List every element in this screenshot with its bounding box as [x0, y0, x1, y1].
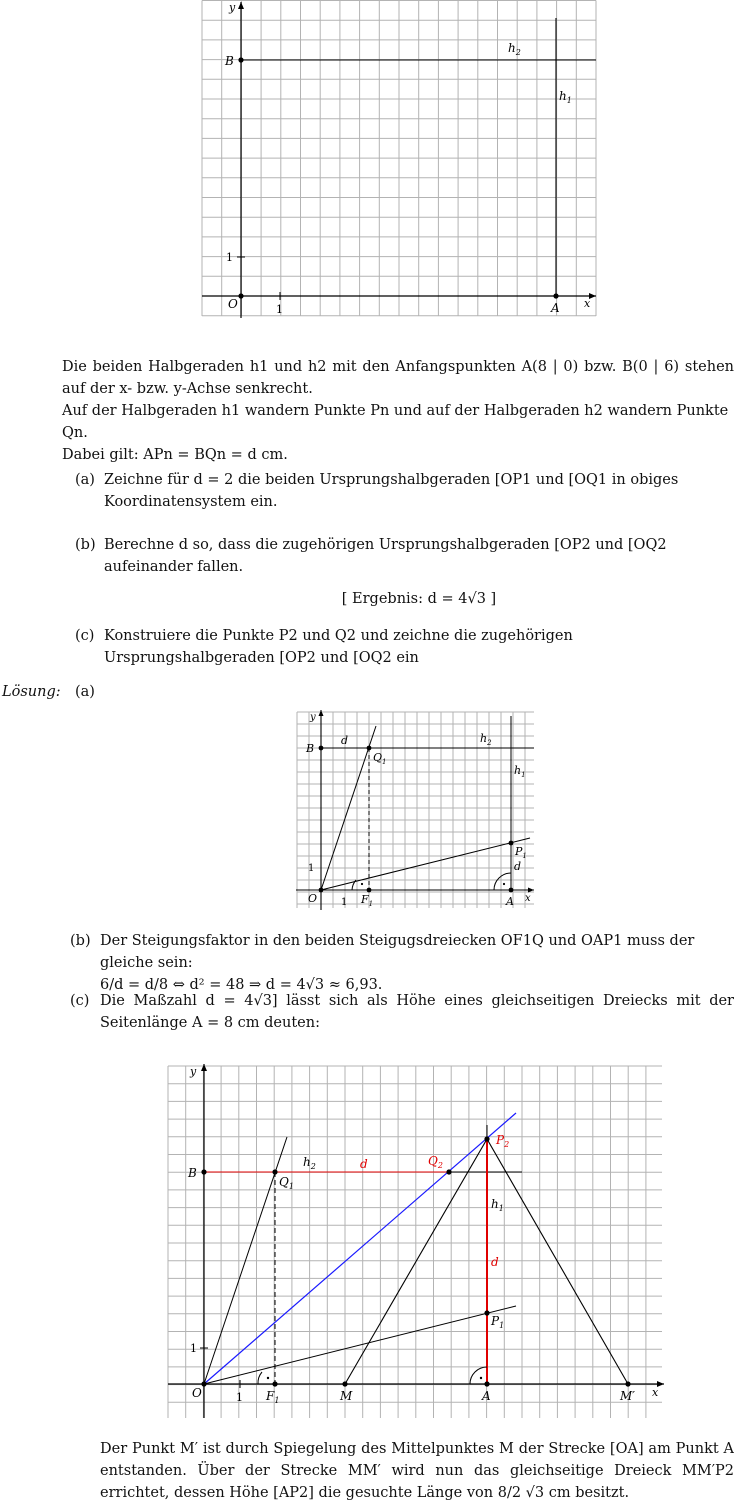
- svg-text:d: d: [514, 860, 522, 873]
- task-b-label: (b): [75, 537, 96, 553]
- svg-text:F1: $F_1$: [361, 893, 374, 908]
- svg-text:1: 1: [341, 897, 348, 908]
- svg-text:h1: $h_1$: [514, 764, 526, 779]
- svg-text:M: M: [340, 1389, 353, 1403]
- origin-label: O: [228, 297, 238, 311]
- y-axis-label: y: [229, 1, 236, 14]
- solution-c: (c) Die Maßzahl d = 4√3] lässt sich als Höhe eines gleichseitigen Dreiecks mit der Seitenlänge A = 8 cm deuten:: [70, 993, 734, 1031]
- svg-text:x: x: [525, 893, 531, 904]
- graph-3: [164, 1060, 674, 1422]
- intro-line-1: Die beiden Halbgeraden h1 und h2 mit den Anfangspunkten A(8 | 0) bzw. B(0 | 6) stehen auf der x- bzw. y-Achse senkrecht.: [62, 359, 734, 397]
- intro-line-2: Auf der Halbgeraden h1 wandern Punkte Pn und auf der Halbgeraden h2 wandern Punkte Qn.: [62, 403, 729, 441]
- svg-text:h2: $h_2$: [303, 1155, 316, 1171]
- svg-text:P1: $P_1$: [491, 1314, 505, 1330]
- graph-1: [196, 0, 606, 322]
- task-c: [75, 625, 734, 669]
- svg-text:d: d: [491, 1255, 499, 1269]
- svg-text:d: d: [341, 734, 349, 747]
- svg-text:Q1: $Q_1$: [373, 751, 387, 766]
- svg-text:1: 1: [190, 1342, 197, 1355]
- solution-a-label: (a): [75, 684, 95, 700]
- solution-b: (b) Der Steigungsfaktor in den beiden Steigugsdreiecken OF1Q und OAP1 muss der gleiche sein: 6/d = d/8 ⇔ d² = 48 ⇒ d = 4√3 ≈ 6,93.: [70, 930, 734, 996]
- svg-text:d: d: [360, 1157, 368, 1171]
- svg-text:1: 1: [236, 1391, 243, 1404]
- grid: [202, 1, 596, 317]
- tick-x-1: 1: [276, 303, 283, 316]
- intro-line-3: Dabei gilt: APn = BQn = d cm.: [62, 447, 288, 463]
- intro-paragraph: [62, 356, 734, 466]
- grid: [168, 1066, 662, 1418]
- svg-text:P1: $P_1$: [515, 845, 527, 860]
- task-b-result: [ Ergebnis: d = 4√3 ]: [341, 591, 497, 607]
- loesung-label: Lösung:: [2, 684, 61, 700]
- svg-text:O: O: [308, 892, 318, 905]
- svg-text:P2: $P_2$: [496, 1133, 510, 1149]
- svg-text:Q1: $Q_1$: [279, 1175, 294, 1191]
- h2-label: $h_2$: [508, 41, 521, 57]
- task-b: [75, 534, 734, 610]
- svg-text:y: y: [310, 712, 316, 723]
- svg-text:M′: M′: [620, 1389, 636, 1403]
- svg-text:x: x: [652, 1386, 659, 1399]
- svg-text:y: y: [190, 1065, 197, 1078]
- task-a-text: Zeichne für d = 2 die beiden Ursprungshalbgeraden [OP1 und [OQ1 in obiges Koordinatensystem ein.: [104, 472, 679, 510]
- svg-text:Q2: $Q_2$: [428, 1154, 443, 1170]
- svg-text:1: 1: [308, 863, 315, 874]
- svg-text:O: O: [192, 1386, 202, 1400]
- solution-b-equation: 6/d = d/8 ⇔ d² = 48 ⇒ d = 4√3 ≈ 6,93.: [100, 977, 383, 993]
- task-a: [75, 469, 734, 513]
- svg-text:h2: $h_2$: [480, 732, 492, 747]
- svg-text:B: B: [306, 742, 315, 755]
- task-b-text: Berechne d so, dass die zugehörigen Ursprungshalbgeraden [OP2 und [OQ2 aufeinander fallen.: [104, 537, 667, 575]
- h1-label: $h_1$: [559, 89, 572, 105]
- final-paragraph: Der Punkt M′ ist durch Spiegelung des Mittelpunktes M der Strecke [OA] am Punkt A entstanden. Über der Strecke MM′ wird nun das gleichseitige Dreieck MM′P2 errichtet, dessen Höhe [AP2] die gesuchte Länge von 8/2 √3 cm besitzt.: [100, 1441, 734, 1501]
- x-axis-label: x: [584, 297, 591, 310]
- svg-text:B: B: [188, 1166, 197, 1180]
- task-c-text: Konstruiere die Punkte P2 und Q2 und zeichne die zugehörigen Ursprungshalbgeraden [OP2 und [OQ2 ein: [104, 628, 573, 666]
- svg-text:A: A: [482, 1389, 491, 1403]
- svg-text:A: A: [506, 895, 514, 908]
- task-a-label: (a): [75, 472, 95, 488]
- svg-text:F1: $F_1$: [266, 1389, 280, 1405]
- tick-y-1: 1: [226, 251, 233, 264]
- svg-text:h1: $h_1$: [491, 1197, 504, 1213]
- point-a-label: A: [551, 301, 560, 315]
- point-b-label: B: [225, 54, 234, 68]
- graph-2: [292, 706, 540, 912]
- task-c-label: (c): [75, 628, 95, 644]
